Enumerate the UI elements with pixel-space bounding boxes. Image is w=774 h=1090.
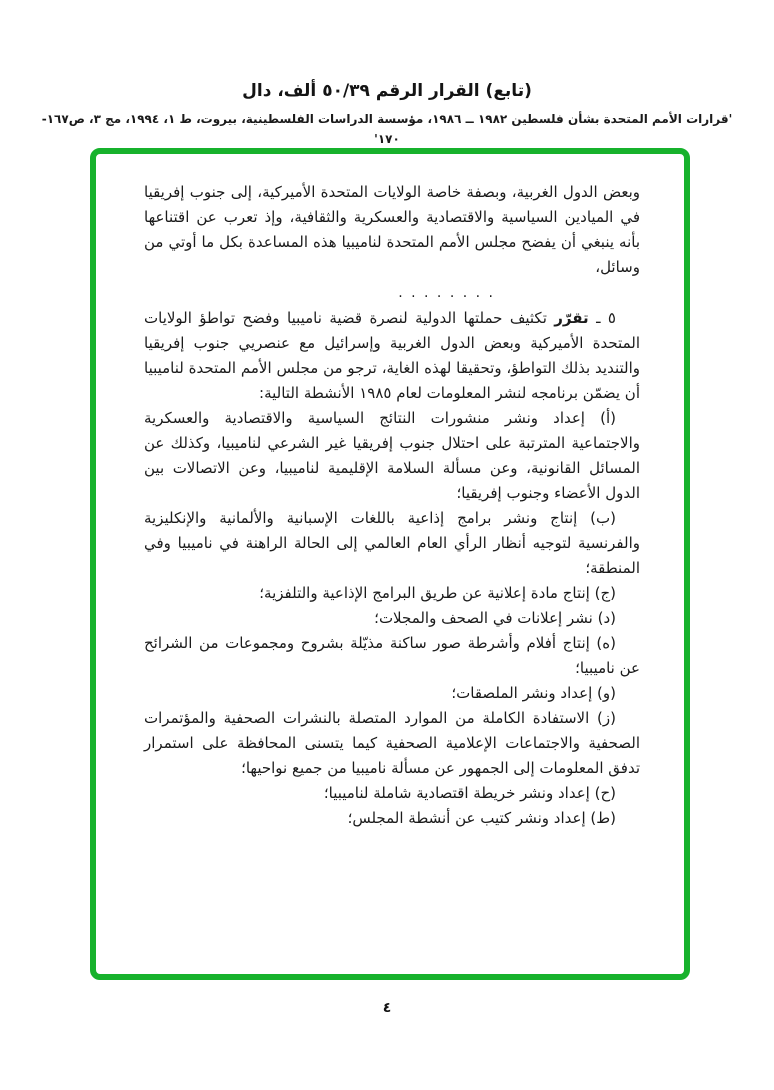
item-label: (أ) [600, 409, 616, 427]
list-item-t [144, 806, 640, 831]
item-label: (ح) [594, 784, 616, 802]
resolution-title: (تابع) القرار الرقم ٥٠/٣٩ ألف، دال [242, 81, 532, 101]
list-item-hh [144, 781, 640, 806]
item-label: (ب) [590, 509, 616, 527]
list-item-a [144, 406, 640, 506]
item-text: إنتاج مادة إعلانية عن طريق البرامج الإذاعية والتلفزية؛ [259, 584, 590, 602]
ellipsis-line: . . . . . . . . [398, 285, 495, 301]
highlight-border-box [90, 148, 690, 980]
item-text: إنتاج أفلام وأشرطة صور ساكنة مذيّلة بشروح ومجموعات من الشرائح عن ناميبيا؛ [144, 634, 640, 677]
item-label: (ز) [597, 709, 616, 727]
list-item-d [144, 606, 640, 631]
item-text: إعداد ونشر كتيب عن أنشطة المجلس؛ [347, 809, 586, 827]
item-label: (ه) [596, 634, 616, 652]
clause-5-number: ٥ ـ [596, 309, 616, 327]
list-item-h [144, 631, 640, 681]
resolution-body [144, 180, 640, 831]
item-text: إعداد ونشر منشورات النتائج السياسية والاقتصادية والعسكرية والاجتماعية المترتبة على احتلال جنوب إفريقيا غير الشرعي لناميبيا، وكذلك عن المسائل القانونية، وعن مسألة السلامة الإقليمية لناميبيا، وعن الاتصالات بين الدول الأعضاء وجنوب إفريقيا؛ [144, 409, 640, 502]
item-label: (ج) [594, 584, 616, 602]
clause-5-operative-verb: تقرّر [554, 309, 589, 327]
item-text: نشر إعلانات في الصحف والمجلات؛ [374, 609, 593, 627]
item-text: إنتاج ونشر برامج إذاعية باللغات الإسبانية والألمانية والإنكليزية والفرنسية لتوجيه أنظار الرأي العام العالمي إلى الحالة الراهنة في ناميبيا وفي المنطقة؛ [144, 509, 640, 577]
item-label: (د) [597, 609, 616, 627]
item-text: إعداد ونشر خريطة اقتصادية شاملة لناميبيا؛ [323, 784, 590, 802]
list-item-j [144, 581, 640, 606]
item-label: (و) [597, 684, 616, 702]
list-item-w [144, 681, 640, 706]
item-label: (ط) [590, 809, 616, 827]
item-text: إعداد ونشر الملصقات؛ [451, 684, 593, 702]
list-item-z [144, 706, 640, 781]
list-item-b [144, 506, 640, 581]
continuation-paragraph: وبعض الدول الغربية، وبصفة خاصة الولايات المتحدة الأميركية، إلى جنوب إفريقيا في الميادين السياسية والاقتصادية والعسكرية والثقافية، وإذ تعرب عن اقتناعها بأنه ينبغي أن يفضح مجلس الأمم المتحدة لناميبيا هذه المساعدة بكل ما أوتي من وسائل، [144, 183, 640, 276]
clause-5-text: تكثيف حملتها الدولية لنصرة قضية ناميبيا وفضح تواطؤ الولايات المتحدة الأميركية وبعض الدول الغربية وإسرائيل مع عنصريي جنوب إفريقيا والتنديد بذلك التواطؤ، وتحقيقا لهذه الغاية، ترجو من مجلس الأمم المتحدة لناميبيا أن يضمّن برنامجه لنشر المعلومات لعام ١٩٨٥ الأنشطة التالية: [144, 309, 640, 402]
page-number: ٤ [382, 1000, 392, 1016]
clause-5-paragraph [144, 306, 640, 406]
source-citation: 'قرارات الأمم المتحدة بشأن فلسطين ١٩٨٢ ــ ١٩٨٦، مؤسسة الدراسات الفلسطينية، بيروت، ط ١، ١٩٩٤، مج ٣، ص١٦٧- ١٧٠' [41, 112, 733, 146]
item-text: الاستفادة الكاملة من الموارد المتصلة بالنشرات الصحفية والمؤتمرات الصحفية والاجتماعات الإعلامية الصحفية كيما يتسنى المحافظة على استمرار تدفق المعلومات إلى الجمهور عن مسألة ناميبيا من جميع نواحيها؛ [144, 709, 640, 777]
